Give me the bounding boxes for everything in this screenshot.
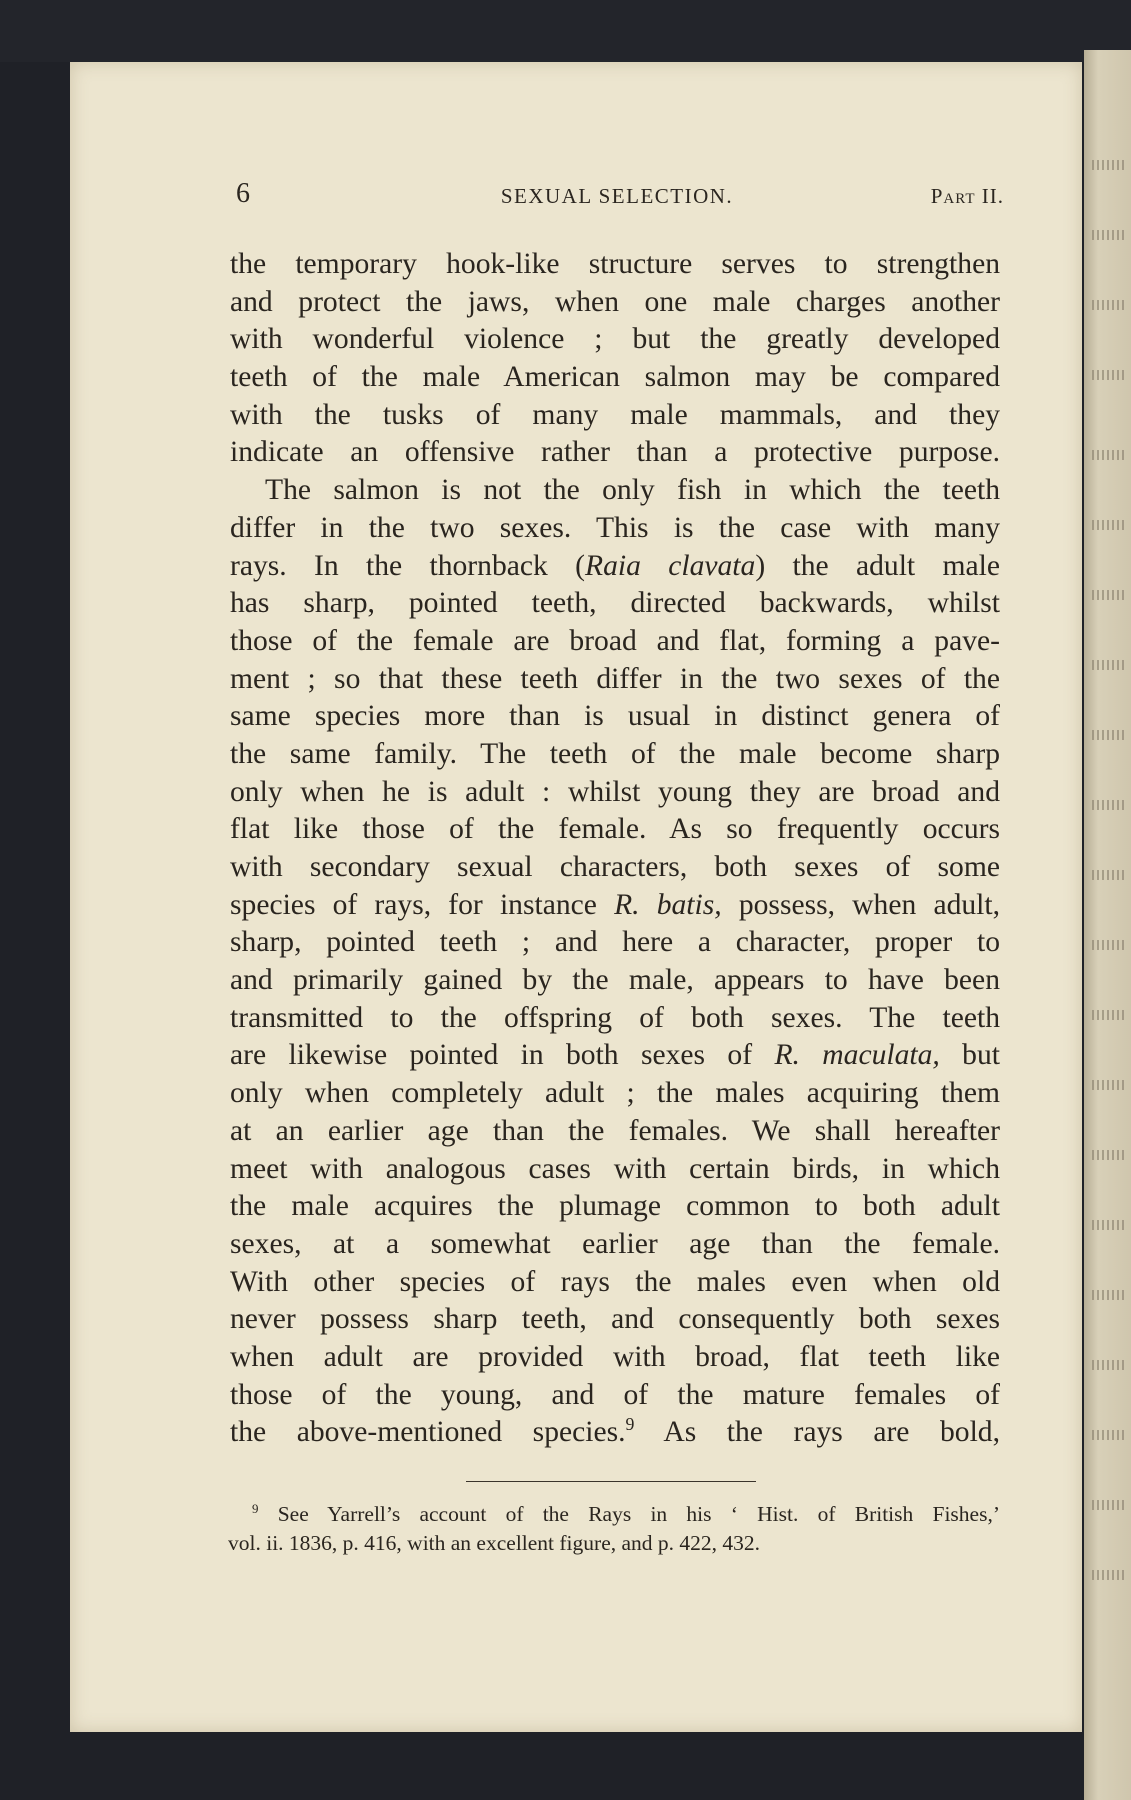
text-line: meet with analogous cases with certain birds, in which: [230, 1152, 1000, 1185]
footnote-line: $^9$ See Yarrell’s account of the Rays in his ‘ Hist. of British Fishes,’: [252, 1501, 1000, 1526]
text-line: at an earlier age than the females. We shall hereafter: [230, 1114, 1000, 1147]
running-title: SEXUAL SELECTION.: [500, 184, 734, 208]
text-line: The salmon is not the only fish in which the teeth: [265, 474, 1000, 507]
text-line: teeth of the male American salmon may be compared: [230, 361, 1000, 394]
footnote: [228, 1500, 1000, 1558]
text-line: and primarily gained by the male, appears to have been: [230, 964, 1000, 997]
text-line: only when completely adult ; the males acquiring them: [230, 1077, 1000, 1110]
text-line: never possess sharp teeth, and consequently both sexes: [230, 1303, 1000, 1336]
text-line: indicate an offensive rather than a protective purpose.: [230, 436, 1000, 469]
text-line: and protect the jaws, when one male charges another: [230, 285, 1000, 318]
text-line: the temporary hook-like structure serves to strengthen: [230, 248, 1000, 280]
next-page-edge: [1084, 50, 1131, 1800]
text-line: species of rays, for instance R. batis, possess, when adult,: [230, 888, 1001, 921]
text-line: flat like those of the female. As so frequently occurs: [230, 813, 1000, 846]
footnote-rule: [466, 1481, 756, 1482]
text-line: With other species of rays the males even when old: [230, 1265, 1000, 1298]
footnote-line: vol. ii. 1836, p. 416, with an excellent figure, and p. 422, 432.: [228, 1531, 761, 1555]
text-line: only when he is adult : whilst young they are broad and: [230, 775, 1000, 808]
species-name: Raia clavata: [585, 549, 756, 582]
text-line: are likewise pointed in both sexes of R. maculata, but: [230, 1039, 1000, 1072]
footnote-reference: 9: [625, 1414, 635, 1435]
background-top: [0, 0, 1131, 62]
page-header: [230, 178, 1004, 212]
text-line: those of the female are broad and flat, forming a pave-: [230, 624, 1000, 657]
part-label: Part II.: [930, 184, 1004, 208]
species-name: R. batis,: [614, 888, 722, 921]
text-line: with wonderful violence ; but the greatly developed: [230, 323, 1000, 356]
text-line: those of the young, and of the mature females of: [230, 1378, 1000, 1411]
footnote-marker: 9: [252, 1501, 259, 1516]
text-line: ment ; so that these teeth differ in the two sexes of the: [230, 662, 1000, 695]
body-text: [230, 246, 1000, 1452]
text-line: the above-mentioned species.$^9$ As the rays are bold,: [230, 1414, 1000, 1449]
text-line: with the tusks of many male mammals, and they: [230, 398, 1000, 431]
page-number: 6: [236, 178, 250, 209]
text-line: sexes, at a somewhat earlier age than the female.: [230, 1227, 1000, 1260]
text-line: the same family. The teeth of the male become sharp: [230, 737, 1000, 770]
text-line: when adult are provided with broad, flat teeth like: [230, 1340, 1000, 1373]
text-line: differ in the two sexes. This is the case with many: [230, 511, 1000, 544]
text-line: has sharp, pointed teeth, directed backwards, whilst: [230, 587, 1000, 620]
text-line: the male acquires the plumage common to both adult: [230, 1190, 1000, 1223]
text-line: with secondary sexual characters, both sexes of some: [230, 851, 1000, 883]
text-line: transmitted to the offspring of both sexes. The teeth: [230, 1001, 1000, 1034]
species-name: R. maculata,: [774, 1039, 940, 1072]
text-line: same species more than is usual in distinct genera of: [230, 700, 1000, 733]
text-line: rays. In the thornback (Raia clavata) the adult male: [230, 549, 1000, 582]
text-line: sharp, pointed teeth ; and here a character, proper to: [230, 926, 1000, 959]
